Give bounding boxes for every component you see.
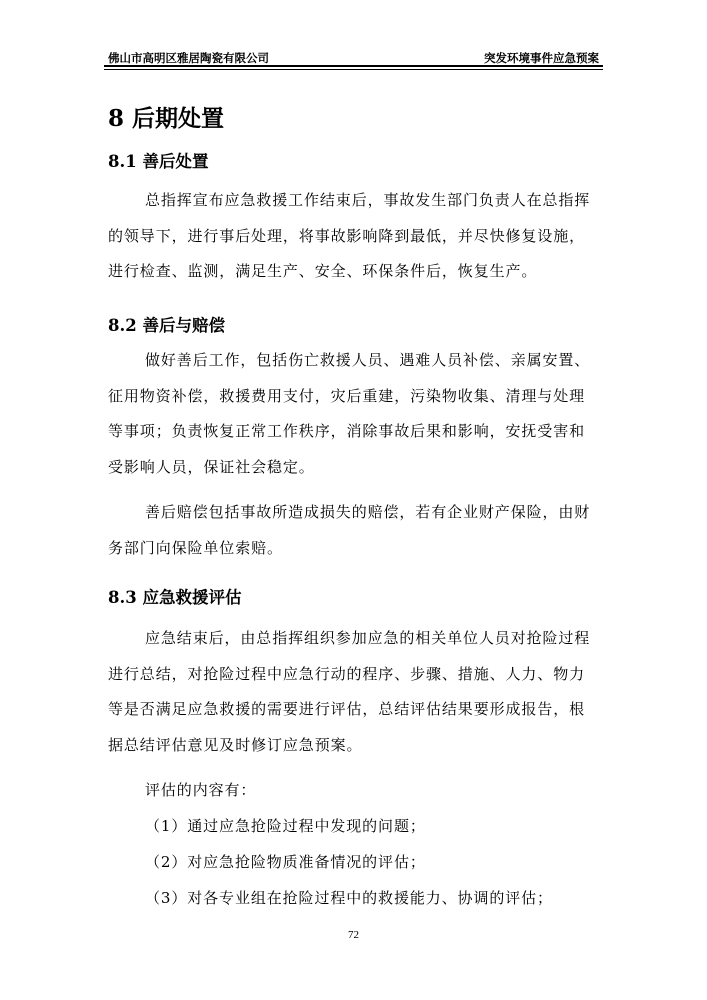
header-company-name: 佛山市高明区雅居陶瓷有限公司 [108,51,269,65]
section-8-3-paragraph-1: 应急结束后，由总指挥组织参加应急的相关单位人员对抢险过程进行总结，对抢险过程中应急行动的程序、步骤、措施、人力、物力等是否满足应急救援的需要进行评估，总结评估结果要形成报告，根据总结评估意见及时修订应急预案。 [108,629,591,754]
section-8-2-paragraph-1: 做好善后工作，包括伤亡救援人员、遇难人员补偿、亲属安置、征用物资补偿，救援费用支付，灾后重建，污染物收集、清理与处理等事项；负责恢复正常工作秩序，消除事故后果和影响，安抚受害和受影响人员，保证社会稳定。 [108,351,591,476]
chapter-title: 8 后期处置 [108,105,225,132]
section-title-8-1: 8.1 善后处置 [108,152,209,171]
section-title-8-3: 8.3 应急救援评估 [108,588,242,607]
evaluation-item-3: （3）对各专业组在抢险过程中的救援能力、协调的评估； [145,889,553,907]
header-document-title: 突发环境事件应急预案 [484,51,599,65]
page-number: 72 [348,929,359,941]
evaluation-item-2: （2）对应急抢险物质准备情况的评估； [145,853,426,871]
section-title-8-2: 8.2 善后与赔偿 [108,316,225,335]
section-8-1-paragraph: 总指挥宣布应急救援工作结束后，事故发生部门负责人在总指挥的领导下，进行事后处理，将事故影响降到最低，并尽快修复设施，进行检查、监测，满足生产、安全、环保条件后，恢复生产。 [108,191,591,280]
section-8-2-paragraph-2: 善后赔偿包括事故所造成损失的赔偿，若有企业财产保险，由财务部门向保险单位索赔。 [108,503,591,557]
evaluation-item-1: （1）通过应急抢险过程中发现的问题； [145,817,426,835]
section-8-3-paragraph-2: 评估的内容有： [145,781,257,799]
header-divider [104,65,603,70]
page-header [104,46,603,66]
